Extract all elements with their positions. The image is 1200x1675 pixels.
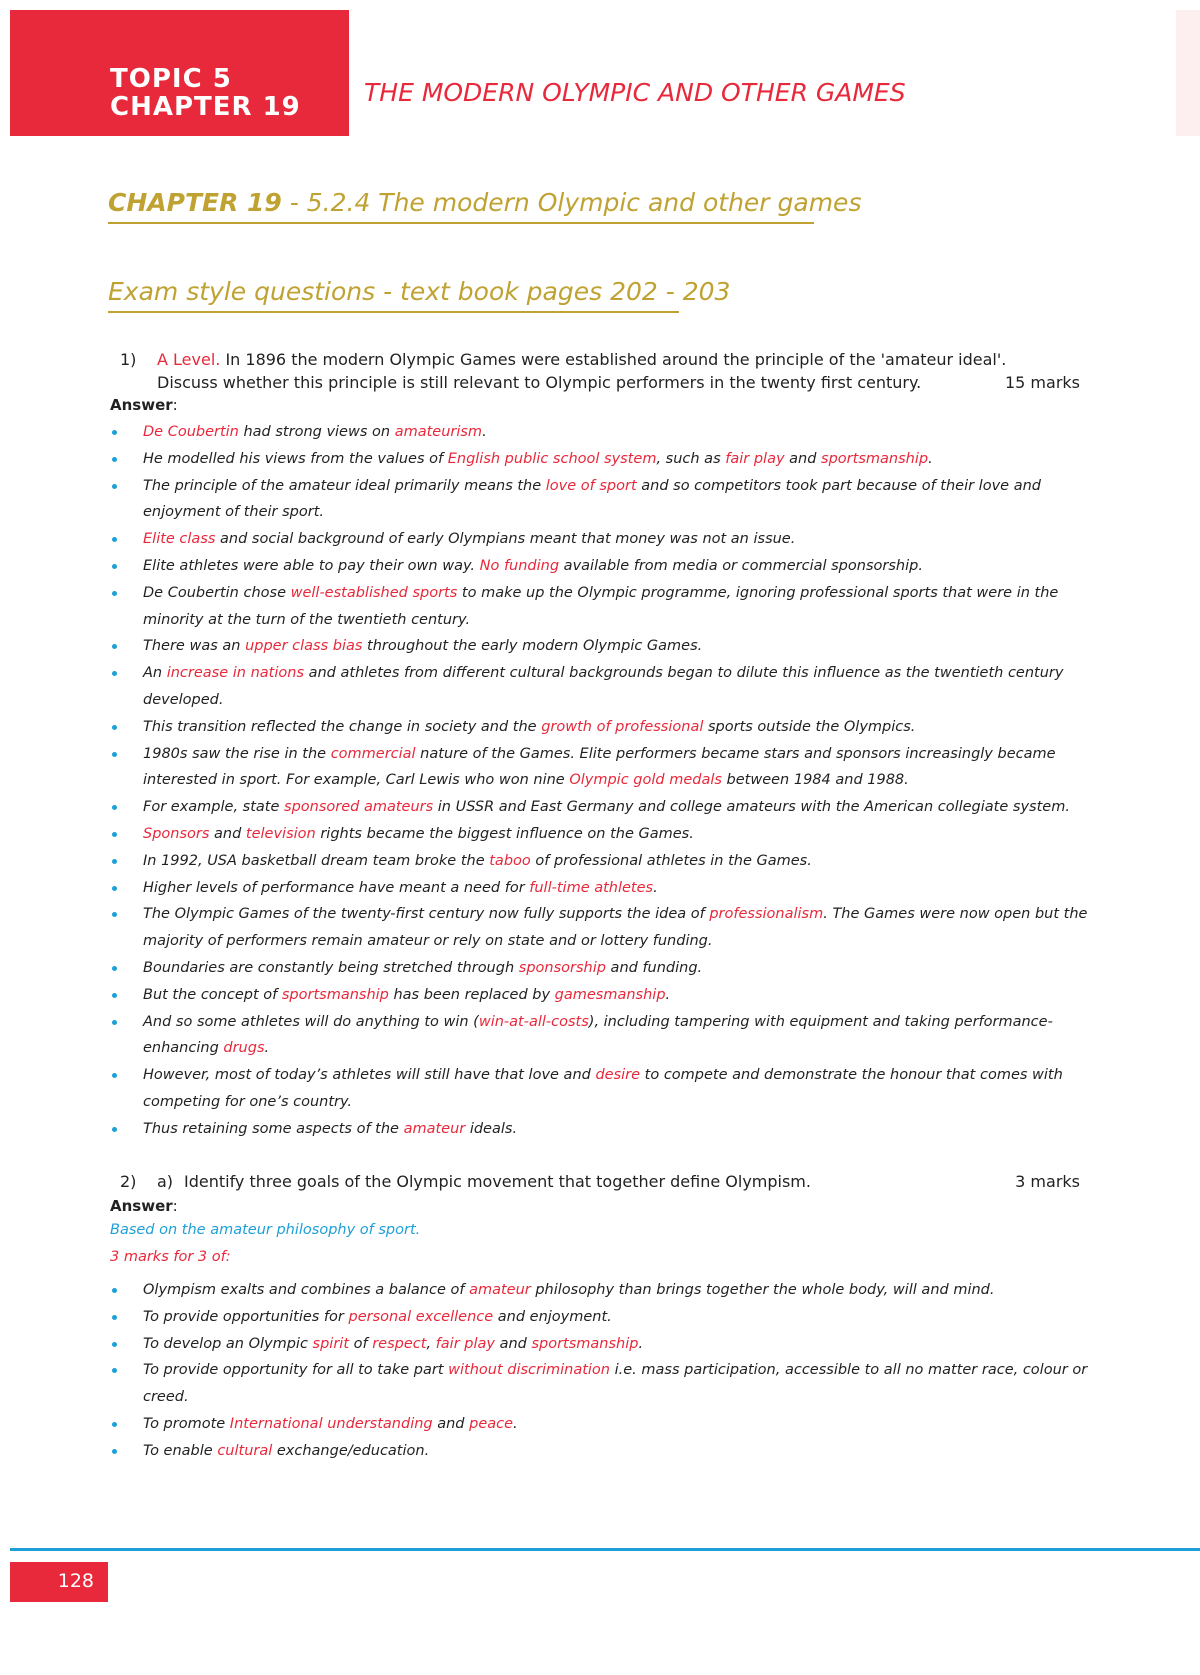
- keyword: De Coubertin: [143, 424, 239, 440]
- answer-bullet: [110, 714, 1100, 741]
- keyword: television: [245, 825, 316, 842]
- answer-bullet: [110, 794, 1100, 821]
- chapter-heading-bold: CHAPTER 19: [108, 188, 282, 217]
- answer-bullet: [110, 633, 1100, 660]
- keyword: sportsmanship: [531, 1335, 639, 1352]
- answer-bullet: [110, 1331, 1100, 1358]
- answer-bullet: [110, 1009, 1100, 1063]
- answer-bullet: [110, 1062, 1100, 1116]
- keyword: well-established sports: [290, 584, 458, 601]
- bullet-text: In 1992, USA basketball dream team broke the: [143, 852, 490, 869]
- keyword: drugs: [223, 1040, 265, 1057]
- keyword: amateur: [469, 1282, 531, 1298]
- bullet-text: sports outside the Olympics.: [703, 718, 916, 735]
- keyword: upper class bias: [245, 638, 363, 655]
- bullet-text: ,: [426, 1335, 436, 1352]
- bullet-text: ideals.: [465, 1120, 518, 1137]
- answer-note: Based on the amateur philosophy of sport.: [110, 1222, 421, 1238]
- question-number: 2): [120, 1172, 137, 1191]
- bullet-text: .: [482, 424, 487, 440]
- bullet-text: .: [638, 1335, 644, 1352]
- bullet-text: available from media or commercial sponsorship.: [559, 557, 923, 574]
- answer-label-colon: :: [172, 396, 178, 414]
- bullet-text: , such as: [656, 450, 726, 467]
- keyword: peace: [469, 1415, 514, 1432]
- keyword: gamesmanship: [554, 986, 666, 1003]
- bullet-text: throughout the early modern Olympic Games.: [362, 638, 703, 655]
- bullet-text: And so some athletes will do anything to win (: [143, 1013, 479, 1030]
- keyword: Sponsors: [143, 825, 210, 842]
- keyword: International understanding: [229, 1415, 433, 1432]
- answer-bullet: [110, 580, 1100, 634]
- bullet-text: To promote: [143, 1415, 230, 1432]
- bullet-text: nature of the Games. Elite performers became stars and sponsors increasingly became interested in sport. For example, Carl Lewis who won nine: [143, 745, 1056, 789]
- bullet-text: and: [494, 1335, 532, 1352]
- keyword: growth of professional: [541, 718, 704, 735]
- answer-label: [110, 1197, 178, 1215]
- bullet-text: of: [349, 1335, 373, 1352]
- keyword: without discrimination: [448, 1362, 610, 1379]
- bullet-text: and: [209, 825, 246, 842]
- keyword: amateurism: [394, 424, 483, 440]
- bullet-text: .: [653, 879, 658, 896]
- bullet-text: and athletes from different cultural backgrounds began to dilute this influence as the twentieth century developed.: [143, 665, 1064, 708]
- bullet-text: An: [143, 665, 167, 682]
- bullet-text: To provide opportunity for all to take part: [143, 1362, 449, 1379]
- bullet-text: of professional athletes in the Games.: [530, 852, 812, 869]
- bullet-text: Higher levels of performance have meant a need for: [143, 879, 530, 896]
- bullet-text: to compete and demonstrate the honour that comes with competing for one’s country.: [143, 1067, 1063, 1110]
- keyword: sponsorship: [518, 959, 606, 976]
- chapter-heading-rest: - 5.2.4 The modern Olympic and other games: [281, 188, 862, 217]
- answer-bullet: [110, 1277, 1100, 1304]
- keyword: sportsmanship: [281, 986, 389, 1003]
- bullet-text: The principle of the amateur ideal primarily means the: [143, 477, 546, 494]
- page-number: 128: [57, 1570, 94, 1592]
- keyword: professionalism: [709, 906, 824, 923]
- answer-label: [110, 396, 178, 414]
- keyword: commercial: [330, 745, 416, 762]
- answer-label-text: Answer: [110, 1197, 173, 1215]
- bullet-text: ), including tampering with equipment and taking performance-enhancing: [143, 1013, 1053, 1057]
- bullet-text: .: [513, 1415, 518, 1432]
- exam-questions-heading: Exam style questions - text book pages 202 - 203: [108, 277, 679, 313]
- answer-bullet: [110, 419, 1100, 446]
- keyword: No funding: [479, 557, 560, 574]
- page-number-box: [10, 1562, 108, 1602]
- bullet-text: exchange/education.: [272, 1442, 430, 1459]
- bullet-text: in USSR and East Germany and college amateurs with the American collegiate system.: [433, 799, 1070, 816]
- bullet-text: i.e. mass participation, accessible to all no matter race, colour or creed.: [143, 1362, 1088, 1406]
- bullet-text: Olympism exalts and combines a balance of: [143, 1282, 470, 1298]
- answer-bullet: [110, 660, 1100, 714]
- keyword: sponsored amateurs: [284, 799, 434, 816]
- keyword: love of sport: [545, 477, 637, 494]
- question-text: Identify three goals of the Olympic movement that together define Olympism.: [184, 1172, 811, 1191]
- bullet-text: To develop an Olympic: [143, 1335, 313, 1352]
- bullet-text: has been replaced by: [388, 986, 555, 1003]
- bullet-text: But the concept of: [143, 986, 282, 1003]
- answer-bullet: [110, 1304, 1100, 1331]
- question-level: A Level.: [157, 350, 221, 369]
- bullet-text: However, most of today’s athletes will still have that love and: [143, 1067, 596, 1084]
- question-number: 1): [120, 350, 137, 369]
- bullet-text: to make up the Olympic programme, ignoring professional sports that were in the minority at the turn of the twentieth century.: [143, 584, 1059, 628]
- topic-banner: [10, 10, 349, 136]
- bullet-text: rights became the biggest influence on the Games.: [315, 825, 694, 842]
- answer-list: [110, 1277, 1100, 1465]
- keyword: win-at-all-costs: [478, 1013, 589, 1030]
- keyword: desire: [595, 1067, 641, 1084]
- answer-bullet: [110, 1357, 1100, 1411]
- answer-label-text: Answer: [110, 396, 173, 414]
- bullet-text: and social background of early Olympians meant that money was not an issue.: [215, 531, 796, 548]
- answer-bullet: [110, 848, 1100, 875]
- question-text: [157, 348, 1052, 394]
- answer-bullet: [110, 473, 1100, 527]
- answer-bullet: [110, 821, 1100, 848]
- answer-bullet: [110, 741, 1100, 795]
- bullet-text: For example, state: [143, 799, 285, 816]
- answer-bullet: [110, 901, 1100, 955]
- answer-bullet: [110, 553, 1100, 580]
- topic-label: TOPIC 5: [110, 64, 232, 94]
- keyword: fair play: [725, 450, 785, 467]
- answer-label-colon: :: [172, 1197, 178, 1215]
- keyword: spirit: [312, 1335, 350, 1352]
- keyword: Elite class: [143, 531, 216, 548]
- marking-note: 3 marks for 3 of:: [110, 1249, 231, 1265]
- question-body: In 1896 the modern Olympic Games were established around the principle of the 'amateur ideal'. Discuss whether this principle is still relevant to Olympic performers in the twenty first century.: [157, 350, 1007, 392]
- keyword: taboo: [489, 852, 531, 869]
- keyword: full-time athletes: [529, 879, 654, 896]
- keyword: respect: [372, 1335, 427, 1352]
- bullet-text: and so competitors took part because of their love and enjoyment of their sport.: [143, 477, 1041, 521]
- bullet-text: and: [432, 1415, 470, 1432]
- header-title: THE MODERN OLYMPIC AND OTHER GAMES: [364, 78, 906, 107]
- footer-divider: [10, 1548, 1200, 1551]
- bullet-text: Elite athletes were able to pay their own way.: [143, 557, 480, 574]
- bullet-text: Boundaries are constantly being stretched through: [143, 959, 519, 976]
- bullet-text: The Olympic Games of the twenty-first century now fully supports the idea of: [143, 906, 710, 923]
- answer-bullet: [110, 1438, 1100, 1465]
- bullet-text: had strong views on: [238, 424, 395, 440]
- bullet-text: 1980s saw the rise in the: [143, 745, 331, 762]
- bullet-text: and enjoyment.: [493, 1308, 612, 1325]
- chapter-label: CHAPTER 19: [110, 92, 301, 122]
- question-marks: 15 marks: [1004, 373, 1080, 392]
- bullet-text: between 1984 and 1988.: [721, 772, 909, 789]
- bullet-text: . The Games were now open but the majority of performers remain amateur or rely on state and or lottery funding.: [143, 906, 1088, 950]
- keyword: fair play: [435, 1335, 495, 1352]
- answer-bullet: [110, 875, 1100, 902]
- question-marks: 3 marks: [1015, 1172, 1080, 1191]
- answer-bullet: [110, 446, 1100, 473]
- bullet-text: He modelled his views from the values of: [143, 450, 448, 467]
- answer-bullet: [110, 526, 1100, 553]
- bullet-text: .: [665, 986, 671, 1003]
- bullet-text: De Coubertin chose: [143, 584, 291, 601]
- answer-bullet: [110, 982, 1100, 1009]
- answer-list: [110, 419, 1100, 1143]
- bullet-text: and funding.: [605, 959, 703, 976]
- bullet-text: To enable: [143, 1442, 218, 1459]
- bullet-text: Thus retaining some aspects of the: [143, 1120, 404, 1137]
- bullet-text: There was an: [143, 638, 246, 655]
- keyword: English public school system: [447, 450, 657, 467]
- answer-bullet: [110, 1116, 1100, 1143]
- bullet-text: To provide opportunities for: [143, 1308, 349, 1325]
- bullet-text: .: [928, 450, 933, 467]
- answer-bullet: [110, 955, 1100, 982]
- keyword: personal excellence: [348, 1308, 494, 1325]
- bullet-text: This transition reflected the change in society and the: [143, 718, 542, 735]
- answer-bullet: [110, 1411, 1100, 1438]
- keyword: Olympic gold medals: [569, 772, 722, 789]
- bullet-text: philosophy than brings together the whole body, will and mind.: [530, 1282, 995, 1298]
- chapter-heading: [108, 188, 862, 224]
- bullet-text: .: [264, 1040, 270, 1057]
- keyword: amateur: [403, 1120, 466, 1137]
- bullet-text: and: [784, 450, 822, 467]
- keyword: sportsmanship: [821, 450, 929, 467]
- question-subpart: a): [157, 1172, 174, 1191]
- keyword: increase in nations: [166, 665, 304, 682]
- keyword: cultural: [217, 1442, 273, 1459]
- page-corner-tab: [1176, 10, 1200, 136]
